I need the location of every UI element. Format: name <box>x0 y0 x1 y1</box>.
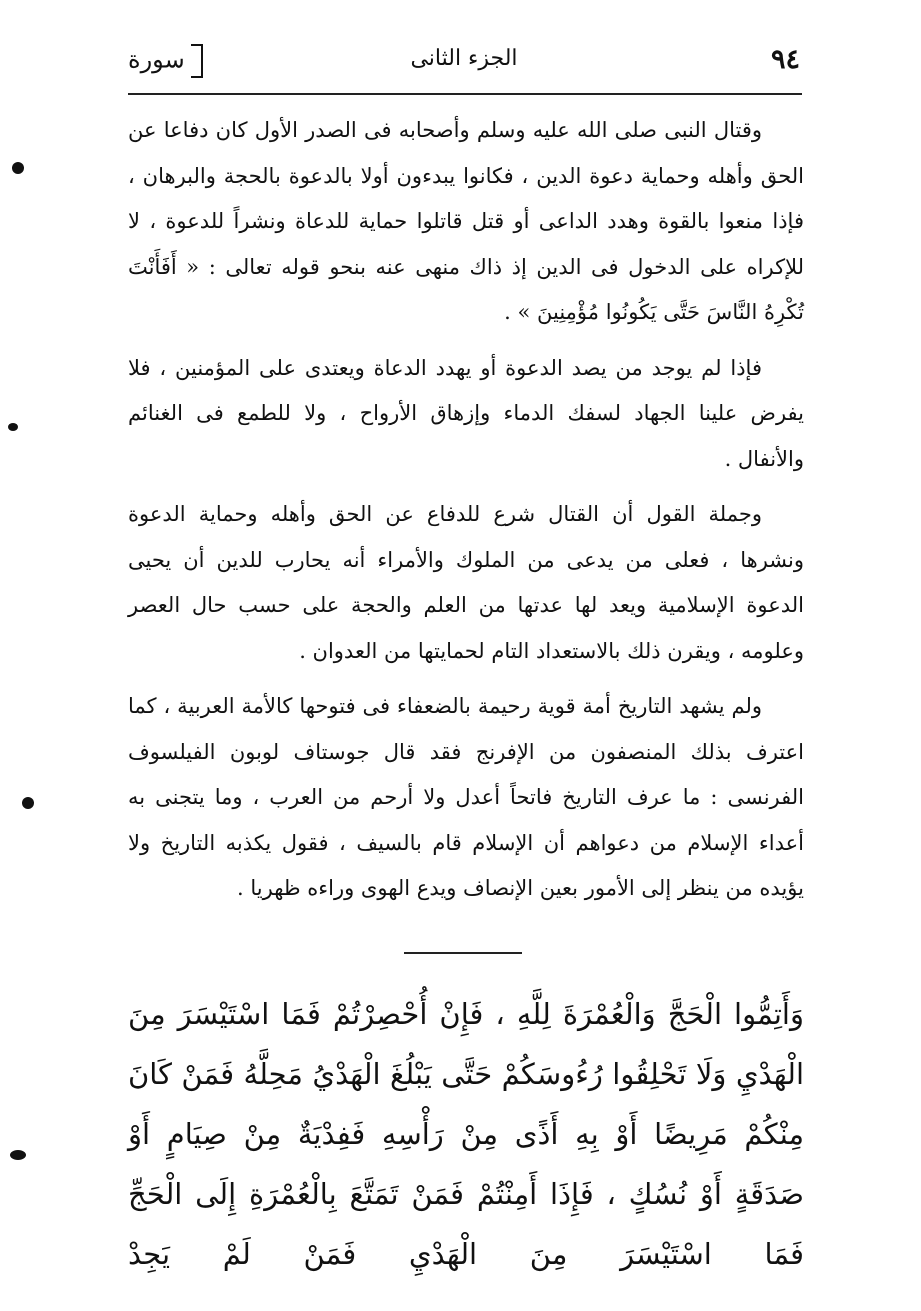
scan-blemish <box>10 1150 26 1160</box>
scan-blemish <box>22 797 34 809</box>
quran-verse <box>128 984 804 1284</box>
paragraph: ولم يشهد التاريخ أمة قوية رحيمة بالضعفاء فى فتوحها كالأمة العربية ، كما اعترف بذلك المنصفون من الإفرنج فقد قال جوستاف لوبون الفيلسوف الفرنسى : ما عرف التاريخ فاتحاً أعدل ولا أرحم من العرب ، وما يتجنى به أعداء الإسلام من دعواهم أن الإسلام قام بالسيف ، فقول يكذبه التاريخ ولا يؤيده من ينظر إلى الأمور بعين الإنصاف ويدع الهوى وراءه ظهريا . <box>128 694 804 900</box>
section-divider <box>404 952 522 954</box>
page-header <box>128 44 800 88</box>
verse-text: وَأَتِمُّوا الْحَجَّ وَالْعُمْرَةَ لِلَّهِ ، فَإِنْ أُحْصِرْتُمْ فَمَا اسْتَيْسَرَ مِنَ الْهَدْيِ وَلَا تَحْلِقُوا رُءُوسَكُمْ حَتَّى يَبْلُغَ الْهَدْيُ مَحِلَّهُ فَمَنْ كَانَ مِنْكُمْ مَرِيضًا أَوْ بِهِ أَذًى مِنْ رَأْسِهِ فَفِدْيَةٌ مِنْ صِيَامٍ أَوْ صَدَقَةٍ أَوْ نُسُكٍ ، فَإِذَا أَمِنْتُمْ فَمَنْ تَمَتَّعَ بِالْعُمْرَةِ إِلَى الْحَجِّ فَمَا اسْتَيْسَرَ مِنَ الْهَدْيِ فَمَنْ لَمْ يَجِدْ <box>128 997 804 1271</box>
running-title: الجزء الثانى <box>410 46 518 71</box>
page-number: ٩٤ <box>770 44 800 75</box>
paragraph: وقتال النبى صلى الله عليه وسلم وأصحابه فى الصدر الأول كان دفاعا عن الحق وأهله وحماية دعوة الدين ، فكانوا يبدءون أولا بالدعوة بالحجة والبرهان ، فإذا منعوا بالقوة وهدد الداعى أو قتل قاتلوا حماية للدعاة ونشراً للدعوة ، لا للإكراه على الدخول فى الدين إذ ذاك منهى عنه بنحو قوله تعالى : « أَفَأَنْتَ تُكْرِهُ النَّاسَ حَتَّى يَكُونُوا مُؤْمِنِينَ » . <box>128 118 804 324</box>
surah-label <box>128 44 203 78</box>
header-rule <box>128 93 802 95</box>
commentary-text <box>128 108 804 922</box>
bracket-mark <box>191 44 203 78</box>
scan-blemish <box>8 423 18 431</box>
paragraph: وجملة القول أن القتال شرع للدفاع عن الحق وأهله وحماية الدعوة ونشرها ، فعلى من يدعى من الملوك والأمراء أنه يحارب للدين أن يحيى الدعوة الإسلامية ويعد لها عدتها من العلم والحجة على حسب حال العصر وعلومه ، ويقرن ذلك بالاستعداد التام لحمايتها من العدوان . <box>128 502 804 663</box>
paragraph: فإذا لم يوجد من يصد الدعوة أو يهدد الدعاة ويعتدى على المؤمنين ، فلا يفرض علينا الجهاد لسفك الدماء وإزهاق الأرواح ، ولا للطمع فى الغنائم والأنفال . <box>128 355 804 471</box>
scan-blemish <box>12 162 24 174</box>
surah-label-text: سورة <box>128 45 185 74</box>
